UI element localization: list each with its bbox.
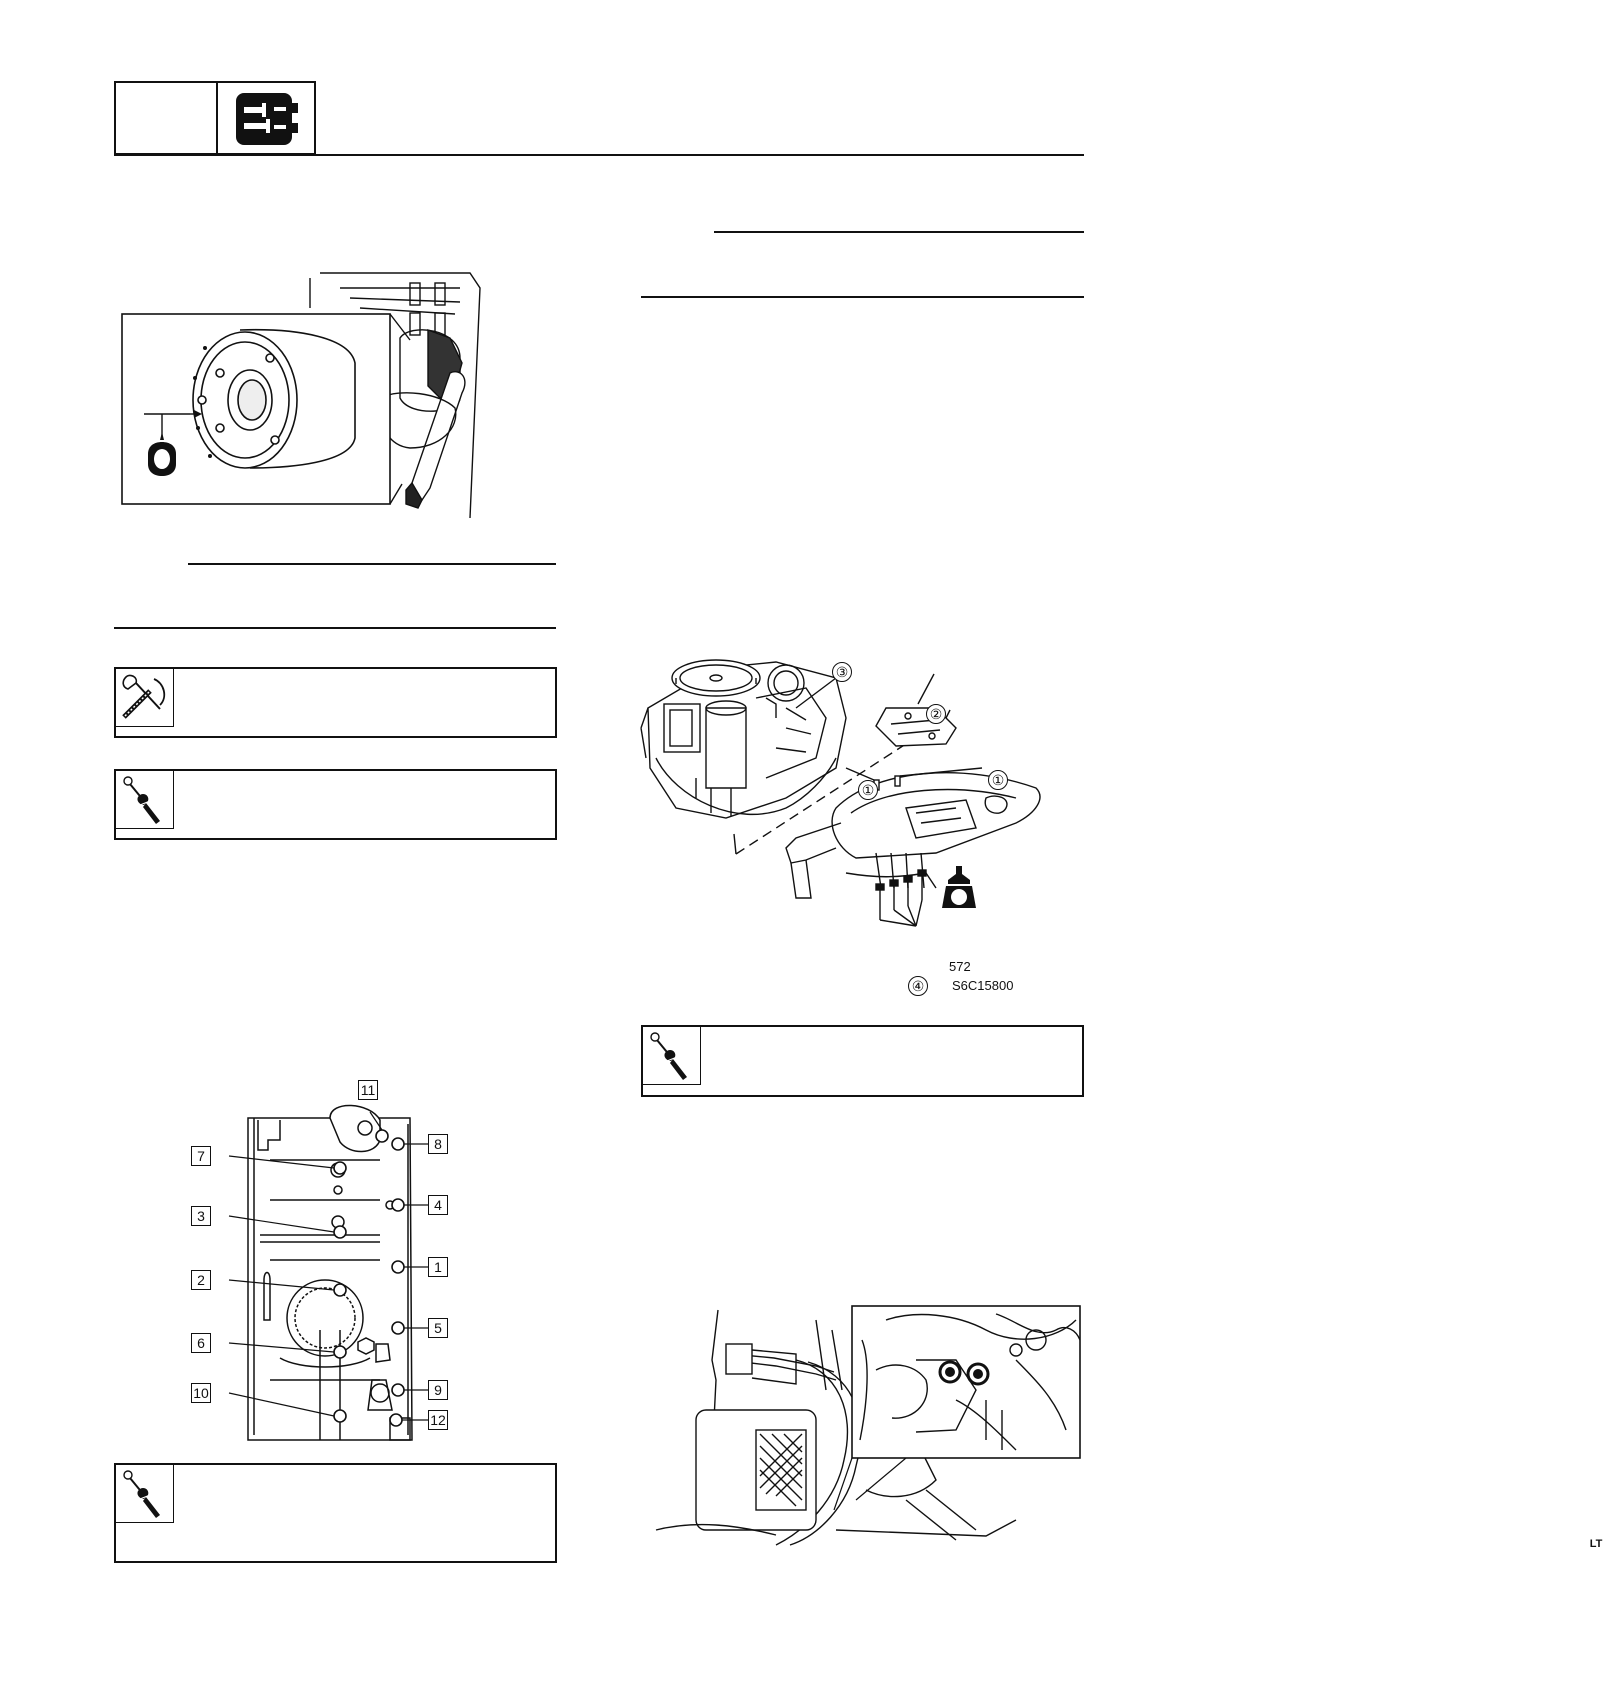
callout-10: 10 [191, 1383, 211, 1403]
header-rule [114, 154, 1084, 156]
left-short-rule [188, 563, 556, 565]
callout-5: 5 [428, 1318, 448, 1338]
oil-filter-figure [110, 268, 520, 518]
right-short-rule [714, 231, 1084, 233]
callout-1: 1 [428, 1257, 448, 1277]
callout-11: 11 [358, 1080, 378, 1100]
hose-connector-figure [656, 1300, 1086, 1545]
callout-2: 2 [191, 1270, 211, 1290]
torque-spec-box-2 [114, 1463, 557, 1563]
crankcase-bolt-diagram [180, 1080, 470, 1440]
callout-3: 3 [191, 1206, 211, 1226]
header-chapter-box [114, 81, 218, 155]
torque-wrench-icon [116, 771, 172, 827]
torque-spec-box-1 [114, 769, 557, 840]
callout-4: 4 [428, 1195, 448, 1215]
left-long-rule [114, 627, 556, 629]
oil-drop-icon [140, 408, 260, 508]
callout-3-powerhead: ③ [832, 662, 852, 682]
torque-wrench-icon [116, 1465, 172, 1521]
sealant-code: 572 [949, 959, 971, 974]
callout-8: 8 [428, 1134, 448, 1154]
powerhead-icon [232, 89, 302, 149]
callout-1-dowel-right: ① [988, 770, 1008, 790]
callout-6: 6 [191, 1333, 211, 1353]
figure-code: S6C15800 [952, 978, 1014, 993]
callout-7: 7 [191, 1146, 211, 1166]
special-tool-icon [116, 669, 172, 725]
callout-12: 12 [428, 1410, 448, 1430]
torque-wrench-icon [643, 1027, 699, 1083]
torque-spec-box-3 [641, 1025, 1084, 1097]
callout-2-gasket: ② [926, 704, 946, 724]
special-tool-spec-box [114, 667, 557, 738]
sealant-badge-text: LT [1589, 1538, 1603, 1550]
callout-4-bolts: ④ [908, 976, 928, 996]
callout-9: 9 [428, 1380, 448, 1400]
powerhead-exploded-figure [636, 648, 1603, 1550]
right-long-rule [641, 296, 1084, 298]
callout-1-dowel-left: ① [858, 780, 878, 800]
header-icon-box [216, 81, 316, 155]
